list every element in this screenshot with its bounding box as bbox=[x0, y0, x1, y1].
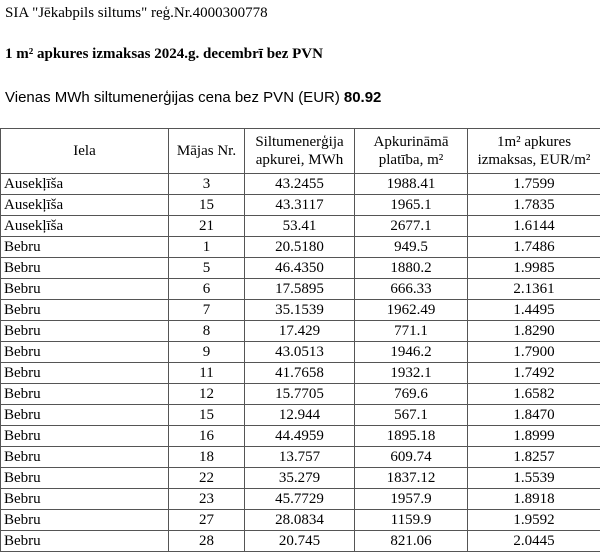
heated-area-cell: 1159.9 bbox=[355, 510, 468, 531]
house-number-cell: 23 bbox=[169, 489, 245, 510]
table-row bbox=[1, 195, 600, 216]
heated-area-cell: 1932.1 bbox=[355, 363, 468, 384]
table-row bbox=[1, 531, 600, 552]
cost-per-m2-cell: 1.8257 bbox=[468, 447, 600, 468]
house-number-cell: 15 bbox=[169, 195, 245, 216]
heated-area-cell: 2677.1 bbox=[355, 216, 468, 237]
table-row bbox=[1, 216, 600, 237]
column-header-heat-energy: Siltumenerģija apkurei, MWh bbox=[245, 129, 355, 174]
heated-area-cell: 769.6 bbox=[355, 384, 468, 405]
cost-per-m2-cell: 1.9985 bbox=[468, 258, 600, 279]
cost-per-m2-cell: 1.6582 bbox=[468, 384, 600, 405]
street-cell: Ausekļīša bbox=[1, 195, 169, 216]
heated-area-cell: 821.06 bbox=[355, 531, 468, 552]
street-cell: Bebru bbox=[1, 447, 169, 468]
column-header-house-number: Mājas Nr. bbox=[169, 129, 245, 174]
street-cell: Bebru bbox=[1, 321, 169, 342]
heat-energy-cell: 12.944 bbox=[245, 405, 355, 426]
house-number-cell: 27 bbox=[169, 510, 245, 531]
cost-per-m2-cell: 1.8290 bbox=[468, 321, 600, 342]
house-number-cell: 18 bbox=[169, 447, 245, 468]
heated-area-cell: 1880.2 bbox=[355, 258, 468, 279]
heated-area-cell: 1946.2 bbox=[355, 342, 468, 363]
table-row bbox=[1, 237, 600, 258]
house-number-cell: 28 bbox=[169, 531, 245, 552]
street-cell: Bebru bbox=[1, 258, 169, 279]
table-row bbox=[1, 321, 600, 342]
heat-energy-cell: 44.4959 bbox=[245, 426, 355, 447]
table-row bbox=[1, 447, 600, 468]
table-row bbox=[1, 489, 600, 510]
street-cell: Bebru bbox=[1, 279, 169, 300]
table-row bbox=[1, 405, 600, 426]
cost-per-m2-cell: 1.7835 bbox=[468, 195, 600, 216]
heated-area-cell: 1962.49 bbox=[355, 300, 468, 321]
house-number-cell: 1 bbox=[169, 237, 245, 258]
cost-per-m2-cell: 1.9592 bbox=[468, 510, 600, 531]
street-cell: Ausekļīša bbox=[1, 174, 169, 195]
heat-energy-cell: 45.7729 bbox=[245, 489, 355, 510]
house-number-cell: 21 bbox=[169, 216, 245, 237]
price-line bbox=[5, 89, 381, 107]
table-row bbox=[1, 300, 600, 321]
house-number-cell: 9 bbox=[169, 342, 245, 363]
heated-area-cell: 1965.1 bbox=[355, 195, 468, 216]
street-cell: Bebru bbox=[1, 405, 169, 426]
column-header-cost-per-m2: 1m² apkures izmaksas, EUR/m² bbox=[468, 129, 600, 174]
heated-area-cell: 1837.12 bbox=[355, 468, 468, 489]
cost-per-m2-cell: 1.8918 bbox=[468, 489, 600, 510]
table-row bbox=[1, 363, 600, 384]
heat-energy-cell: 13.757 bbox=[245, 447, 355, 468]
price-value: 80.92 bbox=[343, 89, 382, 106]
cost-per-m2-cell: 1.5539 bbox=[468, 468, 600, 489]
table-header-row bbox=[1, 129, 600, 174]
heated-area-cell: 1988.41 bbox=[355, 174, 468, 195]
document-title: 1 m² apkures izmaksas 2024.g. decembrī bez PVN bbox=[5, 46, 323, 62]
cost-per-m2-cell: 1.7599 bbox=[468, 174, 600, 195]
cost-table bbox=[0, 128, 600, 552]
heated-area-cell: 1957.9 bbox=[355, 489, 468, 510]
cost-per-m2-cell: 1.6144 bbox=[468, 216, 600, 237]
heat-energy-cell: 41.7658 bbox=[245, 363, 355, 384]
house-number-cell: 15 bbox=[169, 405, 245, 426]
column-header-street: Iela bbox=[1, 129, 169, 174]
heated-area-cell: 567.1 bbox=[355, 405, 468, 426]
table-row bbox=[1, 426, 600, 447]
heated-area-cell: 666.33 bbox=[355, 279, 468, 300]
cost-per-m2-cell: 2.0445 bbox=[468, 531, 600, 552]
street-cell: Ausekļīša bbox=[1, 216, 169, 237]
heated-area-cell: 949.5 bbox=[355, 237, 468, 258]
street-cell: Bebru bbox=[1, 468, 169, 489]
house-number-cell: 3 bbox=[169, 174, 245, 195]
house-number-cell: 11 bbox=[169, 363, 245, 384]
street-cell: Bebru bbox=[1, 363, 169, 384]
cost-per-m2-cell: 1.8470 bbox=[468, 405, 600, 426]
cost-per-m2-cell: 1.4495 bbox=[468, 300, 600, 321]
house-number-cell: 22 bbox=[169, 468, 245, 489]
house-number-cell: 12 bbox=[169, 384, 245, 405]
house-number-cell: 5 bbox=[169, 258, 245, 279]
heat-energy-cell: 43.2455 bbox=[245, 174, 355, 195]
cost-per-m2-cell: 1.7486 bbox=[468, 237, 600, 258]
house-number-cell: 6 bbox=[169, 279, 245, 300]
heat-energy-cell: 20.5180 bbox=[245, 237, 355, 258]
house-number-cell: 7 bbox=[169, 300, 245, 321]
street-cell: Bebru bbox=[1, 237, 169, 258]
cost-per-m2-cell: 2.1361 bbox=[468, 279, 600, 300]
heat-energy-cell: 43.3117 bbox=[245, 195, 355, 216]
table-row bbox=[1, 279, 600, 300]
heat-energy-cell: 17.429 bbox=[245, 321, 355, 342]
heated-area-cell: 771.1 bbox=[355, 321, 468, 342]
street-cell: Bebru bbox=[1, 531, 169, 552]
table-row bbox=[1, 384, 600, 405]
house-number-cell: 16 bbox=[169, 426, 245, 447]
heat-energy-cell: 43.0513 bbox=[245, 342, 355, 363]
heat-energy-cell: 53.41 bbox=[245, 216, 355, 237]
heated-area-cell: 1895.18 bbox=[355, 426, 468, 447]
cost-per-m2-cell: 1.8999 bbox=[468, 426, 600, 447]
heated-area-cell: 609.74 bbox=[355, 447, 468, 468]
heat-energy-cell: 17.5895 bbox=[245, 279, 355, 300]
street-cell: Bebru bbox=[1, 489, 169, 510]
street-cell: Bebru bbox=[1, 300, 169, 321]
heat-energy-cell: 15.7705 bbox=[245, 384, 355, 405]
table-row bbox=[1, 468, 600, 489]
cost-per-m2-cell: 1.7900 bbox=[468, 342, 600, 363]
heat-energy-cell: 28.0834 bbox=[245, 510, 355, 531]
street-cell: Bebru bbox=[1, 510, 169, 531]
table-row bbox=[1, 174, 600, 195]
table-row bbox=[1, 510, 600, 531]
heat-energy-cell: 46.4350 bbox=[245, 258, 355, 279]
company-name: SIA "Jēkabpils siltums" reģ.Nr.4000300778 bbox=[5, 5, 268, 21]
column-header-heated-area: Apkurināmā platība, m² bbox=[355, 129, 468, 174]
street-cell: Bebru bbox=[1, 342, 169, 363]
street-cell: Bebru bbox=[1, 384, 169, 405]
table-row bbox=[1, 342, 600, 363]
heat-energy-cell: 35.279 bbox=[245, 468, 355, 489]
house-number-cell: 8 bbox=[169, 321, 245, 342]
price-label: Vienas MWh siltumenerģijas cena bez PVN (EUR) bbox=[5, 89, 340, 106]
cost-per-m2-cell: 1.7492 bbox=[468, 363, 600, 384]
street-cell: Bebru bbox=[1, 426, 169, 447]
heat-energy-cell: 35.1539 bbox=[245, 300, 355, 321]
heat-energy-cell: 20.745 bbox=[245, 531, 355, 552]
table-row bbox=[1, 258, 600, 279]
